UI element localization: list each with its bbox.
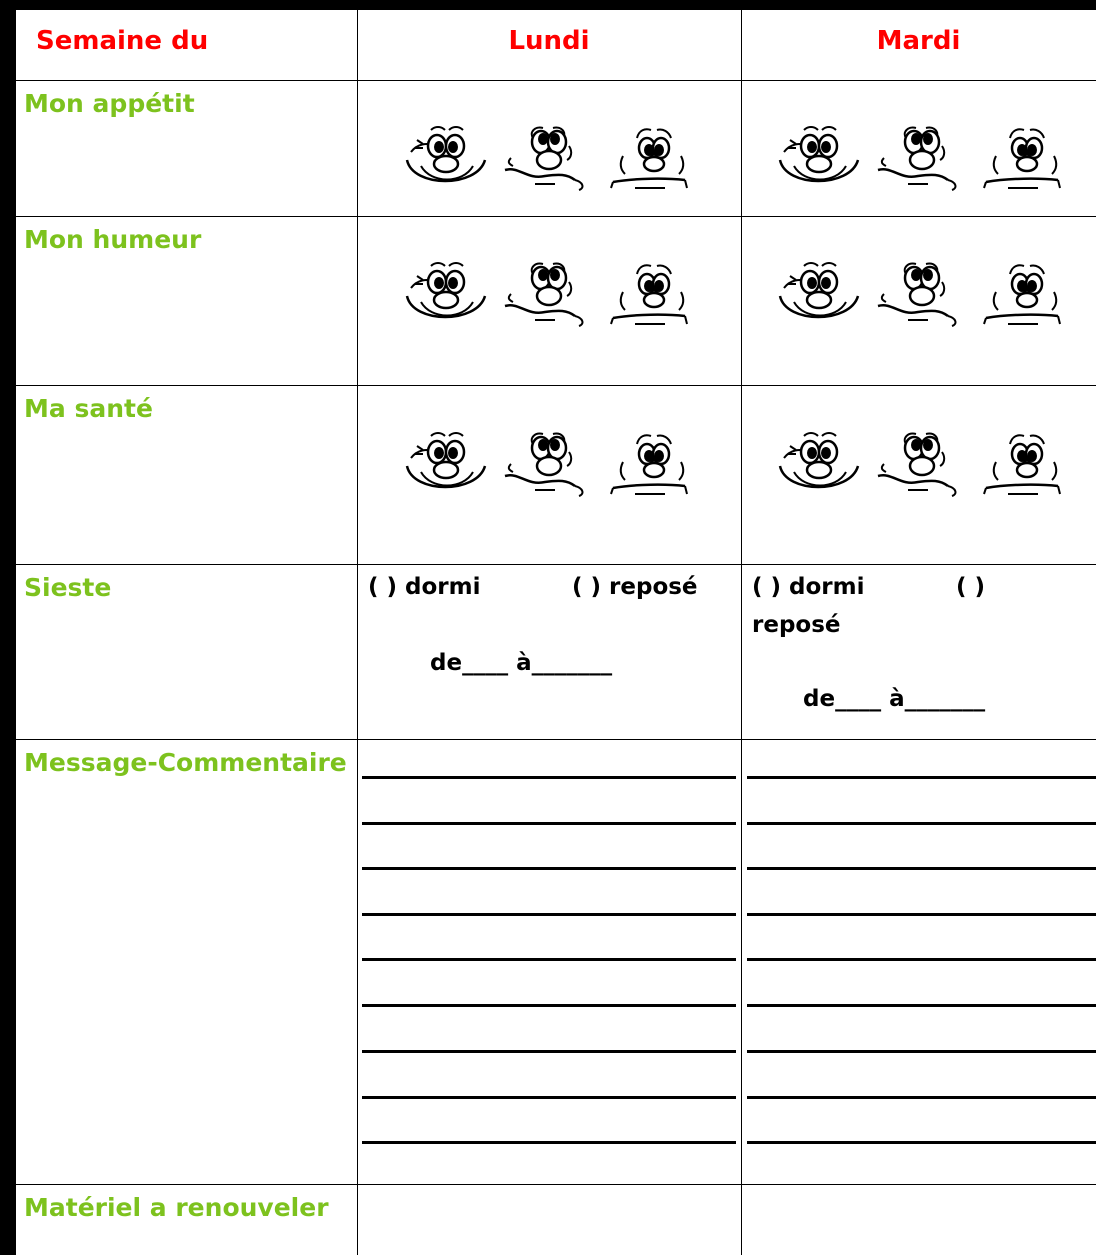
mood-selector-humeur-lundi[interactable] xyxy=(405,260,695,340)
mood-selector-appetit-lundi[interactable] xyxy=(405,124,695,204)
comment-line-mardi[interactable] xyxy=(747,1050,1096,1053)
neutral-face-icon[interactable] xyxy=(878,128,955,190)
sieste-lundi-dormi-checkbox[interactable]: ( ) dormi xyxy=(368,574,481,600)
neutral-face-icon[interactable] xyxy=(878,264,955,326)
row-label-appetit: Mon appétit xyxy=(24,89,195,118)
comment-line-lundi[interactable] xyxy=(362,822,736,825)
sieste-mardi-dormi-checkbox[interactable]: ( ) dormi xyxy=(752,574,865,600)
sieste-mardi-repose-checkbox[interactable]: ( ) xyxy=(956,574,986,600)
comment-line-lundi[interactable] xyxy=(362,1141,736,1144)
week-label: Semaine du xyxy=(36,26,209,56)
mood-selector-sante-lundi[interactable] xyxy=(405,430,695,510)
row-label-humeur: Mon humeur xyxy=(24,225,202,254)
comment-line-lundi[interactable] xyxy=(362,1004,736,1007)
sad-face-icon[interactable] xyxy=(611,129,687,188)
neutral-face-icon[interactable] xyxy=(505,128,582,190)
comment-line-lundi[interactable] xyxy=(362,913,736,916)
comment-line-lundi[interactable] xyxy=(362,867,736,870)
comment-line-mardi[interactable] xyxy=(747,776,1096,779)
comment-line-mardi[interactable] xyxy=(747,1096,1096,1099)
happy-face-icon[interactable] xyxy=(780,433,858,487)
comment-line-lundi[interactable] xyxy=(362,958,736,961)
neutral-face-icon[interactable] xyxy=(505,434,582,496)
sad-face-icon[interactable] xyxy=(984,129,1060,188)
comment-line-mardi[interactable] xyxy=(747,1141,1096,1144)
comment-line-lundi[interactable] xyxy=(362,1096,736,1099)
sieste-lundi-time-field[interactable]: de____ à_______ xyxy=(430,650,613,676)
mood-selector-humeur-mardi[interactable] xyxy=(778,260,1068,340)
day-header-mardi: Mardi xyxy=(876,26,961,56)
comment-line-mardi[interactable] xyxy=(747,1004,1096,1007)
neutral-face-icon[interactable] xyxy=(505,264,582,326)
row-label-message: Message-Commentaire xyxy=(24,748,347,777)
comment-line-mardi[interactable] xyxy=(747,913,1096,916)
sad-face-icon[interactable] xyxy=(611,435,687,494)
materiel-cell-lundi[interactable] xyxy=(358,1185,741,1255)
happy-face-icon[interactable] xyxy=(407,433,485,487)
happy-face-icon[interactable] xyxy=(780,263,858,317)
comment-line-mardi[interactable] xyxy=(747,822,1096,825)
row-label-materiel: Matériel a renouveler xyxy=(24,1193,329,1222)
sad-face-icon[interactable] xyxy=(984,265,1060,324)
column-divider xyxy=(741,10,742,1255)
happy-face-icon[interactable] xyxy=(407,263,485,317)
sieste-mardi-repose-label: reposé xyxy=(752,612,841,638)
comment-line-mardi[interactable] xyxy=(747,867,1096,870)
materiel-cell-mardi[interactable] xyxy=(742,1185,1096,1255)
row-divider xyxy=(16,80,1096,81)
comment-line-lundi[interactable] xyxy=(362,776,736,779)
row-divider xyxy=(16,564,1096,565)
comment-line-lundi[interactable] xyxy=(362,1050,736,1053)
mood-selector-appetit-mardi[interactable] xyxy=(778,124,1068,204)
sieste-mardi-time-field[interactable]: de____ à_______ xyxy=(803,686,986,712)
day-header-lundi: Lundi xyxy=(508,26,590,56)
mood-selector-sante-mardi[interactable] xyxy=(778,430,1068,510)
sad-face-icon[interactable] xyxy=(984,435,1060,494)
row-label-sieste: Sieste xyxy=(24,573,112,602)
happy-face-icon[interactable] xyxy=(407,127,485,181)
column-divider xyxy=(357,10,358,1255)
row-divider xyxy=(16,216,1096,217)
row-divider xyxy=(16,739,1096,740)
comment-line-mardi[interactable] xyxy=(747,958,1096,961)
sieste-lundi-repose-checkbox[interactable]: ( ) reposé xyxy=(572,574,698,600)
neutral-face-icon[interactable] xyxy=(878,434,955,496)
row-divider xyxy=(16,385,1096,386)
sad-face-icon[interactable] xyxy=(611,265,687,324)
row-label-sante: Ma santé xyxy=(24,394,153,423)
happy-face-icon[interactable] xyxy=(780,127,858,181)
